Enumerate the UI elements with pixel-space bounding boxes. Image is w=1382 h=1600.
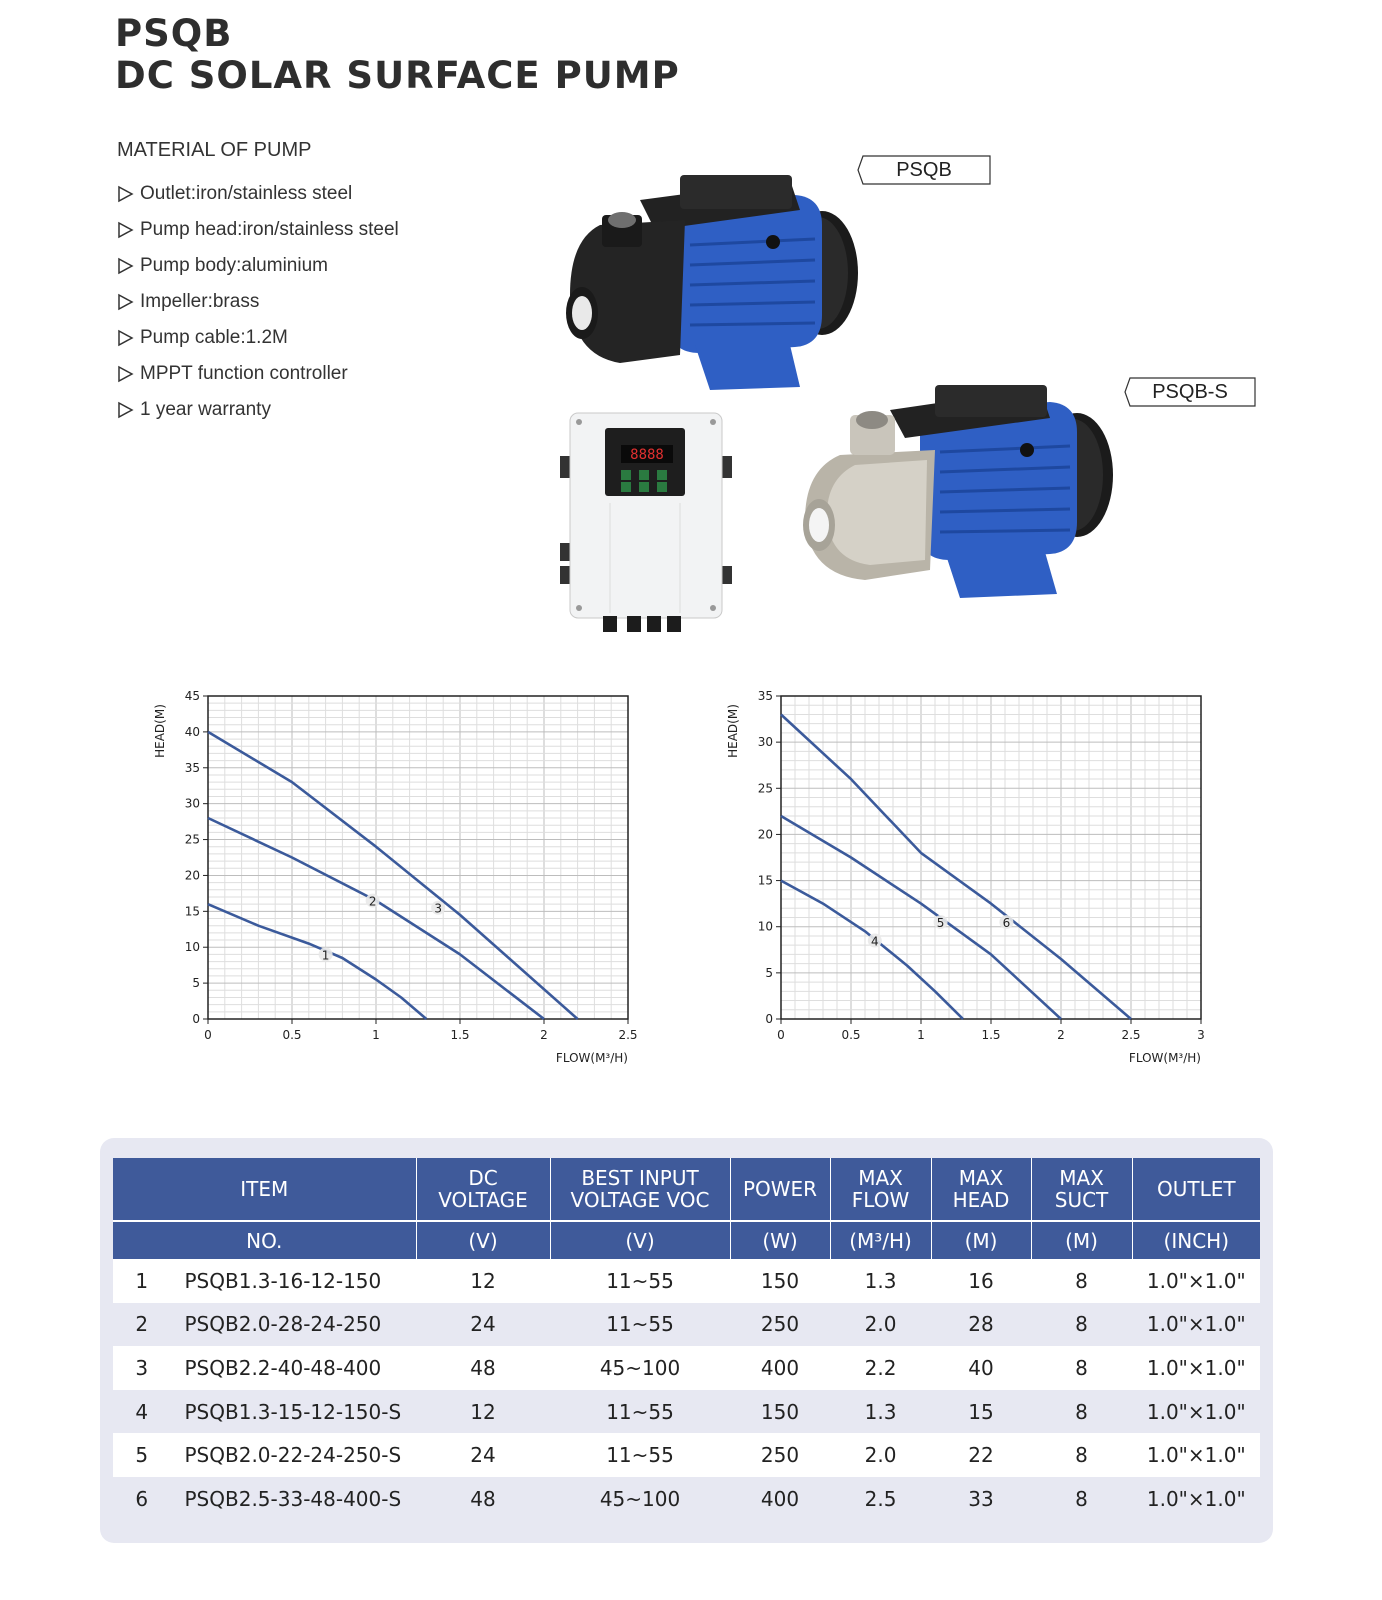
y-tick-label: 10: [757, 919, 773, 934]
y-tick-label: 5: [192, 976, 200, 991]
y-tick-label: 15: [184, 904, 200, 919]
curve-label-2: 2: [368, 894, 377, 909]
y-tick-label: 10: [184, 940, 200, 955]
materials-heading: MATERIAL OF PUMP: [117, 139, 312, 161]
x-axis-label: FLOW(M³/H): [1128, 1051, 1201, 1065]
spec-cell: 1.0"×1.0": [1132, 1346, 1260, 1390]
spec-cell: 2.0: [830, 1303, 931, 1347]
spec-cell: 45~100: [550, 1346, 730, 1390]
spec-unit-cell: (V): [550, 1221, 730, 1259]
spec-table-row: [113, 1433, 1260, 1477]
spec-cell: 150: [730, 1390, 830, 1434]
x-tick-label: 0.5: [841, 1028, 861, 1042]
y-axis-label: HEAD(M): [726, 704, 740, 758]
grid-lines: [208, 696, 628, 1019]
spec-cell: 5: [113, 1433, 171, 1477]
x-tick-label: 1: [917, 1028, 925, 1042]
x-tick-label: 0: [204, 1028, 212, 1042]
spec-cell: 1.3: [830, 1259, 931, 1303]
model-tag-psqb: [857, 155, 991, 185]
model-cell: PSQB2.2-40-48-400: [171, 1346, 416, 1390]
y-tick-label: 20: [184, 868, 200, 883]
material-item-text: Impeller:brass: [140, 291, 260, 312]
spec-table-row: [113, 1390, 1260, 1434]
spec-cell: 250: [730, 1303, 830, 1347]
plot-frame: [208, 696, 628, 1019]
model-tag-label: PSQB: [896, 159, 952, 181]
spec-unit-cell: (M³/H): [830, 1221, 931, 1259]
product-code-title: PSQB: [115, 12, 233, 55]
spec-cell: 2: [113, 1303, 171, 1347]
material-item: [117, 356, 399, 392]
spec-cell: 1.0"×1.0": [1132, 1390, 1260, 1434]
spec-cell: 1.0"×1.0": [1132, 1303, 1260, 1347]
materials-list: [117, 176, 399, 428]
spec-cell: 45~100: [550, 1477, 730, 1521]
psqb-s-pump-image: [795, 380, 1120, 605]
spec-cell: 8: [1031, 1346, 1132, 1390]
x-tick-label: 3: [1197, 1028, 1205, 1042]
spec-cell: 1.0"×1.0": [1132, 1259, 1260, 1303]
spec-cell: 12: [416, 1390, 550, 1434]
spec-cell: 11~55: [550, 1433, 730, 1477]
spec-cell: 11~55: [550, 1390, 730, 1434]
material-item: [117, 392, 399, 428]
material-item-text: Pump body:aluminium: [140, 255, 328, 276]
spec-cell: 6: [113, 1477, 171, 1521]
spec-table: [113, 1158, 1260, 1521]
spec-cell: 8: [1031, 1390, 1132, 1434]
model-cell: PSQB2.5-33-48-400-S: [171, 1477, 416, 1521]
spec-cell: 150: [730, 1259, 830, 1303]
triangle-bullet-icon: [117, 221, 134, 239]
spec-cell: 28: [931, 1303, 1031, 1347]
spec-cell: 16: [931, 1259, 1031, 1303]
spec-cell: 1.3: [830, 1390, 931, 1434]
curve-label-3: 3: [434, 901, 442, 916]
spec-table-row: [113, 1346, 1260, 1390]
spec-unit-cell: (M): [1031, 1221, 1132, 1259]
spec-cell: 8: [1031, 1303, 1132, 1347]
spec-cell: 11~55: [550, 1259, 730, 1303]
curve-label-4: 4: [870, 934, 879, 949]
triangle-bullet-icon: [117, 329, 134, 347]
spec-unit-cell: NO.: [113, 1221, 416, 1259]
x-tick-label: 2: [540, 1028, 548, 1042]
spec-unit-cell: (W): [730, 1221, 830, 1259]
y-tick-label: 15: [757, 873, 773, 888]
material-item-text: Outlet:iron/stainless steel: [140, 183, 353, 204]
triangle-bullet-icon: [117, 293, 134, 311]
material-item: [117, 248, 399, 284]
spec-cell: 1.0"×1.0": [1132, 1433, 1260, 1477]
spec-cell: 48: [416, 1477, 550, 1521]
performance-chart-psqb-s: [720, 680, 1220, 1080]
curve-label-5: 5: [936, 916, 945, 931]
spec-header-cell: ITEM: [113, 1158, 416, 1221]
y-tick-label: 0: [765, 1012, 773, 1026]
spec-header-cell: OUTLET: [1132, 1158, 1260, 1221]
triangle-bullet-icon: [117, 365, 134, 383]
spec-cell: 4: [113, 1390, 171, 1434]
material-item: [117, 212, 399, 248]
spec-table-row: [113, 1477, 1260, 1521]
curve-4: [781, 881, 963, 1019]
spec-cell: 400: [730, 1346, 830, 1390]
spec-cell: 2.5: [830, 1477, 931, 1521]
material-item-text: Pump cable:1.2M: [140, 327, 288, 348]
curve-label-6: 6: [1002, 916, 1011, 931]
material-item-text: 1 year warranty: [140, 399, 271, 420]
spec-cell: 2.2: [830, 1346, 931, 1390]
material-item-text: MPPT function controller: [140, 363, 348, 384]
spec-header-cell: DC VOLTAGE: [416, 1158, 550, 1221]
performance-chart-psqb: [140, 680, 650, 1080]
controller-display: 8888: [630, 447, 664, 463]
spec-cell: 8: [1031, 1259, 1132, 1303]
y-tick-label: 40: [184, 724, 200, 739]
x-tick-label: 1.5: [981, 1028, 1001, 1042]
y-tick-label: 45: [184, 689, 200, 703]
y-tick-label: 35: [184, 760, 200, 775]
material-item-text: Pump head:iron/stainless steel: [140, 219, 399, 240]
y-tick-label: 25: [757, 781, 773, 796]
spec-cell: 400: [730, 1477, 830, 1521]
x-tick-label: 0.5: [282, 1028, 302, 1042]
spec-cell: 24: [416, 1433, 550, 1477]
spec-cell: 12: [416, 1259, 550, 1303]
model-cell: PSQB2.0-28-24-250: [171, 1303, 416, 1347]
y-tick-label: 20: [757, 827, 773, 842]
psqb-pump-image: [560, 165, 860, 395]
spec-header-cell: MAX SUCT: [1031, 1158, 1132, 1221]
y-tick-label: 35: [757, 689, 773, 703]
spec-cell: 24: [416, 1303, 550, 1347]
x-tick-label: 1: [372, 1028, 380, 1042]
y-tick-label: 5: [765, 965, 773, 980]
mppt-controller-image: [555, 408, 735, 640]
spec-unit-cell: (M): [931, 1221, 1031, 1259]
model-tag-label: PSQB-S: [1152, 381, 1228, 403]
spec-header-cell: MAX FLOW: [830, 1158, 931, 1221]
spec-header-cell: BEST INPUT VOLTAGE VOC: [550, 1158, 730, 1221]
x-tick-label: 2: [1057, 1028, 1065, 1042]
spec-cell: 8: [1031, 1477, 1132, 1521]
x-tick-label: 2.5: [1121, 1028, 1141, 1042]
model-cell: PSQB1.3-15-12-150-S: [171, 1390, 416, 1434]
y-tick-label: 30: [184, 796, 200, 811]
spec-table-panel: [100, 1138, 1273, 1543]
y-axis-label: HEAD(M): [153, 704, 167, 758]
x-tick-label: 2.5: [618, 1028, 638, 1042]
spec-header-cell: POWER: [730, 1158, 830, 1221]
curve-label-1: 1: [321, 948, 330, 963]
material-item: [117, 176, 399, 212]
x-tick-label: 0: [777, 1028, 785, 1042]
triangle-bullet-icon: [117, 401, 134, 419]
spec-table-row: [113, 1259, 1260, 1303]
product-name-title: DC SOLAR SURFACE PUMP: [115, 54, 680, 97]
material-item: [117, 284, 399, 320]
spec-cell: 2.0: [830, 1433, 931, 1477]
spec-cell: 22: [931, 1433, 1031, 1477]
triangle-bullet-icon: [117, 185, 134, 203]
x-tick-label: 1.5: [450, 1028, 470, 1042]
model-tag-psqb-s: [1124, 377, 1256, 407]
spec-unit-cell: (V): [416, 1221, 550, 1259]
spec-cell: 1.0"×1.0": [1132, 1477, 1260, 1521]
spec-cell: 8: [1031, 1433, 1132, 1477]
spec-cell: 250: [730, 1433, 830, 1477]
spec-cell: 48: [416, 1346, 550, 1390]
spec-cell: 15: [931, 1390, 1031, 1434]
spec-header-cell: MAX HEAD: [931, 1158, 1031, 1221]
model-cell: PSQB1.3-16-12-150: [171, 1259, 416, 1303]
spec-cell: 3: [113, 1346, 171, 1390]
spec-cell: 11~55: [550, 1303, 730, 1347]
material-item: [117, 320, 399, 356]
y-tick-label: 30: [757, 735, 773, 750]
spec-cell: 1: [113, 1259, 171, 1303]
spec-units-row: [113, 1221, 1260, 1259]
spec-cell: 33: [931, 1477, 1031, 1521]
spec-table-row: [113, 1303, 1260, 1347]
spec-header-row: [113, 1158, 1260, 1221]
model-cell: PSQB2.0-22-24-250-S: [171, 1433, 416, 1477]
x-axis-label: FLOW(M³/H): [555, 1051, 628, 1065]
y-tick-label: 25: [184, 832, 200, 847]
spec-cell: 40: [931, 1346, 1031, 1390]
spec-unit-cell: (INCH): [1132, 1221, 1260, 1259]
y-tick-label: 0: [192, 1012, 200, 1026]
triangle-bullet-icon: [117, 257, 134, 275]
grid-lines: [781, 696, 1201, 1019]
